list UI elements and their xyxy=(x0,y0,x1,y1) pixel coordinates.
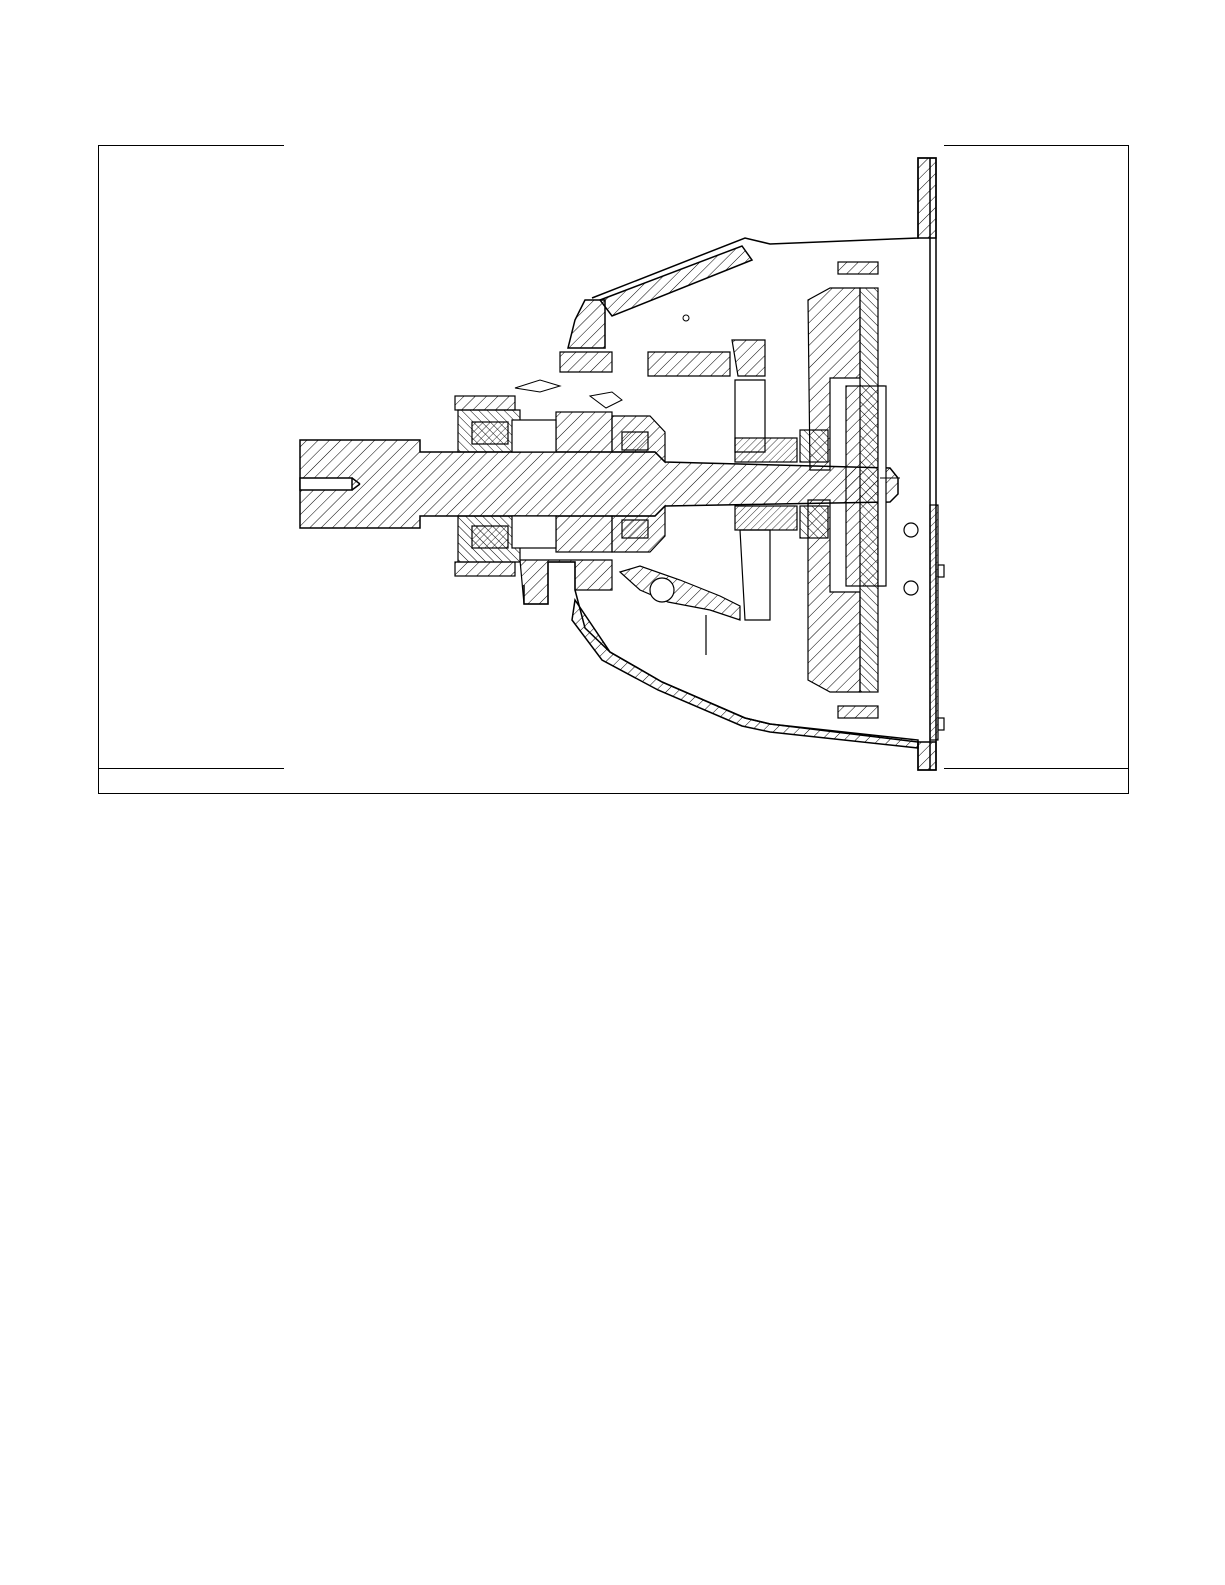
flange-plate xyxy=(904,505,944,740)
frame-top-gap xyxy=(284,140,944,150)
frame-bottom-gap xyxy=(284,765,944,775)
